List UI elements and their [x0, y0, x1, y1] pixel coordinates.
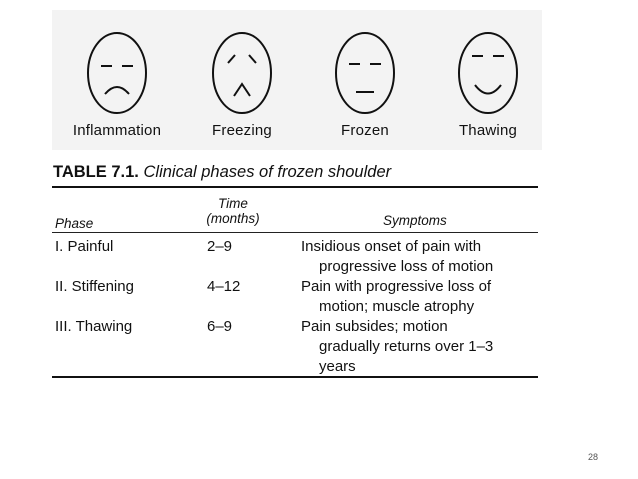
row-2-symptoms-line2: motion; muscle atrophy — [319, 298, 475, 315]
row-1-symptoms-line1: Insidious onset of pain with — [301, 238, 482, 255]
header-rule — [52, 232, 538, 233]
row-3-phase: III. Thawing — [55, 318, 133, 335]
row-1-time: 2–9 — [207, 238, 233, 255]
face-label-thawing: Thawing — [458, 122, 518, 139]
row-1-symptoms — [301, 237, 493, 277]
table-title — [53, 163, 391, 182]
row-2-symptoms — [301, 277, 491, 317]
table-number: TABLE 7.1. — [53, 163, 139, 181]
neutral-face-icon — [333, 30, 397, 116]
row-3-time: 6–9 — [207, 318, 233, 335]
table-top-rule — [52, 186, 538, 188]
header-time-line2: (months) — [206, 211, 260, 226]
face-thawing — [433, 30, 543, 139]
table-caption: Clinical phases of frozen shoulder — [143, 163, 392, 181]
row-2-time: 4–12 — [207, 278, 241, 295]
phase-faces-figure — [52, 10, 542, 150]
header-time-line1: Time — [218, 196, 248, 211]
face-frozen — [310, 30, 420, 139]
row-2-symptoms-line1: Pain with progressive loss of — [301, 278, 492, 295]
face-label-freezing: Freezing — [212, 122, 272, 139]
header-time — [205, 196, 261, 226]
header-phase: Phase — [55, 216, 94, 231]
row-3-symptoms-line2: gradually returns over 1–3 — [319, 338, 494, 355]
pained-face-icon — [210, 30, 274, 116]
face-label-inflammation: Inflammation — [72, 122, 162, 139]
row-1-phase: I. Painful — [55, 238, 114, 255]
row-3-symptoms — [301, 317, 493, 377]
row-3-symptoms-line1: Pain subsides; motion — [301, 318, 448, 335]
sad-face-icon — [85, 30, 149, 116]
face-inflammation — [62, 30, 172, 139]
page-number: 28 — [588, 452, 599, 462]
table-bottom-rule — [52, 376, 538, 378]
row-2-phase: II. Stiffening — [55, 278, 134, 295]
face-label-frozen: Frozen — [341, 122, 389, 139]
row-1-symptoms-line2: progressive loss of motion — [319, 258, 494, 275]
row-3-symptoms-line3: years — [319, 358, 356, 375]
smiling-face-icon — [456, 30, 520, 116]
face-freezing — [187, 30, 297, 139]
header-symptoms: Symptoms — [383, 213, 447, 228]
